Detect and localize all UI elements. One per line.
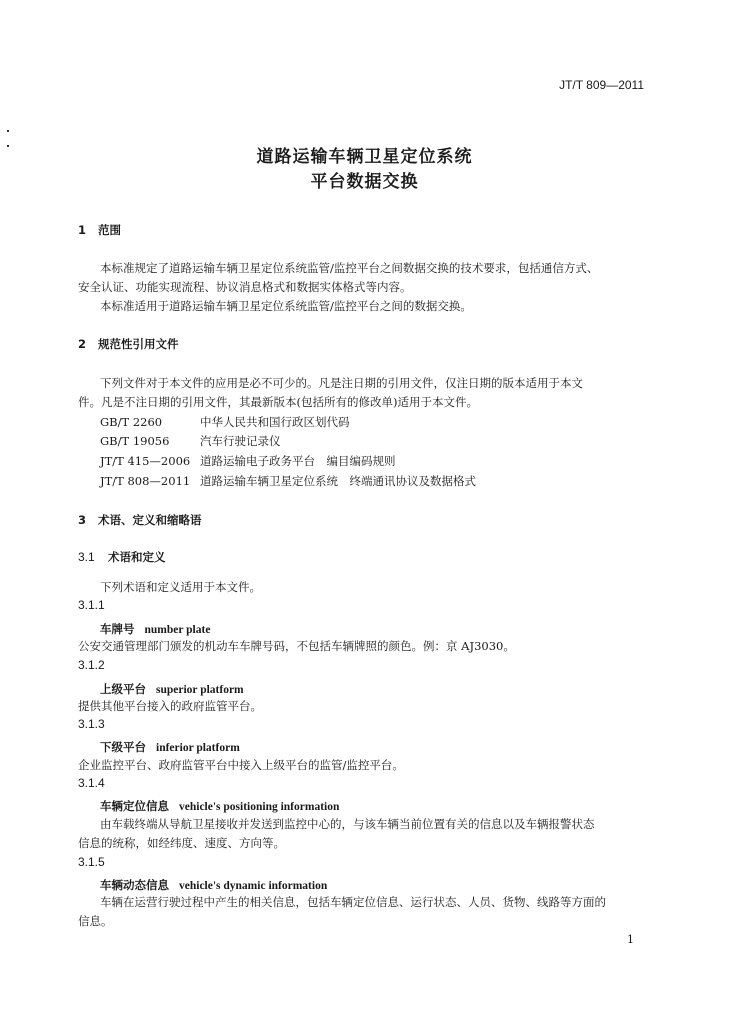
subsection-number: 3.1 (78, 550, 95, 564)
term-heading (100, 618, 210, 637)
document-title: 道路运输车辆卫星定位系统 (256, 147, 473, 167)
section-title: 术语、定义和缩略语 (98, 513, 202, 527)
section-2-heading (78, 336, 179, 352)
term-definition-line-2: 信息。 (78, 914, 113, 928)
standard-code: JT/T 809—2011 (559, 78, 644, 92)
term-english: number plate (144, 624, 211, 636)
term-number: 3.1.1 (78, 598, 105, 612)
section-1-heading (78, 222, 121, 238)
section-title: 规范性引用文件 (98, 337, 179, 351)
term-heading (100, 736, 240, 755)
references-intro-line-1: 下列文件对于本文件的应用是必不可少的。凡是注日期的引用文件，仅注日期的版本适用于本文 (100, 376, 583, 390)
reference-title: 道路运输电子政务平台 编目编码规则 (200, 454, 396, 468)
term-number: 3.1.4 (78, 776, 105, 790)
reference-code: GB/T 19056 (100, 434, 170, 448)
subsection-title: 术语和定义 (108, 550, 166, 564)
scan-speck (7, 130, 9, 132)
scope-paragraph-1-line-2: 安全认证、功能实现流程、协议消息格式和数据实体格式等内容。 (78, 280, 412, 294)
term-english: vehicle's positioning information (179, 801, 340, 813)
term-definition-line-1: 由车载终端从导航卫星接收并发送到监控中心的，与该车辆当前位置有关的信息以及车辆报警状态 (100, 817, 595, 831)
term-number: 3.1.5 (78, 855, 105, 869)
term-definition: 公安交通管理部门颁发的机动车车牌号码，不包括车辆牌照的颜色。例：京 AJ3030。 (78, 639, 515, 653)
term-name: 下级平台 (100, 740, 146, 754)
section-title: 范围 (98, 223, 121, 237)
reference-item (100, 471, 476, 491)
reference-code: JT/T 415—2006 (100, 454, 191, 468)
reference-item (100, 451, 396, 471)
term-name: 车辆定位信息 (100, 799, 169, 813)
references-intro-line-2: 件。凡是不注日期的引用文件，其最新版本(包括所有的修改单)适用于本文件。 (78, 395, 478, 409)
section-3-heading (78, 512, 202, 528)
term-number: 3.1.3 (78, 717, 105, 731)
term-name: 上级平台 (100, 682, 146, 696)
term-definition-line-1: 车辆在运营行驶过程中产生的相关信息，包括车辆定位信息、运行状态、人员、货物、线路等方面的 (100, 895, 606, 909)
reference-title: 中华人民共和国行政区划代码 (200, 415, 350, 429)
section-number: 1 (78, 223, 87, 237)
term-english: vehicle's dynamic information (179, 880, 328, 892)
term-heading (100, 874, 327, 893)
document-subtitle: 平台数据交换 (310, 172, 419, 192)
page-number: 1 (627, 933, 634, 946)
reference-item (100, 431, 281, 451)
scope-paragraph-2: 本标准适用于道路运输车辆卫星定位系统监管/监控平台之间的数据交换。 (100, 299, 472, 313)
subsection-3-1-heading (78, 549, 166, 565)
section-number: 2 (78, 337, 87, 351)
term-english: superior platform (156, 684, 244, 696)
term-definition: 企业监控平台、政府监管平台中接入上级平台的监管/监控平台。 (78, 758, 404, 772)
reference-title: 道路运输车辆卫星定位系统 终端通讯协议及数据格式 (200, 474, 476, 488)
reference-title: 汽车行驶记录仪 (200, 434, 281, 448)
section-number: 3 (78, 513, 87, 527)
term-number: 3.1.2 (78, 658, 105, 672)
term-name: 车辆动态信息 (100, 878, 169, 892)
reference-item (100, 412, 350, 432)
term-name: 车牌号 (100, 622, 135, 636)
term-heading (100, 795, 339, 814)
terms-intro: 下列术语和定义适用于本文件。 (100, 580, 261, 594)
term-english: inferior platform (156, 742, 240, 754)
reference-code: JT/T 808—2011 (100, 474, 191, 488)
term-definition: 提供其他平台接入的政府监管平台。 (78, 699, 262, 713)
term-heading (100, 678, 244, 697)
scope-paragraph-1-line-1: 本标准规定了道路运输车辆卫星定位系统监管/监控平台之间数据交换的技术要求，包括通信方式、 (100, 261, 599, 275)
reference-code: GB/T 2260 (100, 415, 163, 429)
term-definition-line-2: 信息的统称，如经纬度、速度、方向等。 (78, 836, 285, 850)
